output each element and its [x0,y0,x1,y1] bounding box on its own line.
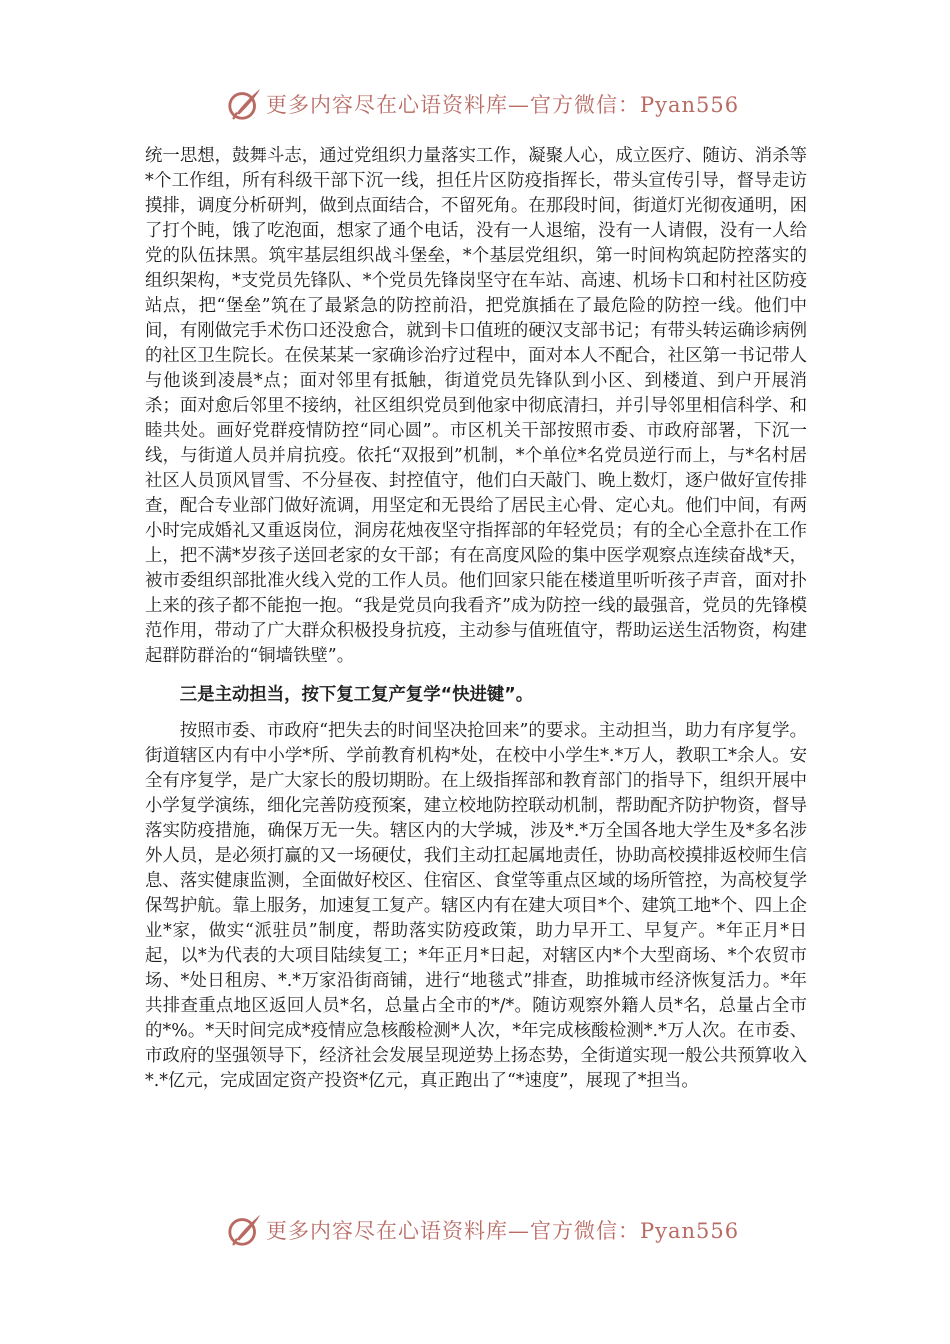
section-heading: 三是主动担当，按下复工复产复学“快进键”。 [179,685,534,705]
watermark-text: 更多内容尽在心语资料库—官方微信：Pyan556 [266,1219,740,1243]
paragraph-1: 统一思想，鼓舞斗志，通过党组织力量落实工作，凝聚人心，成立医疗、随访、消杀等*个工作组，所有科级干部下沉一线，担任片区防疫指挥长，带头宣传引导，督导走访摸排，调度分析研判，做到点面结合，不留死角。在那段时间，街道灯光彻夜通明，困了打个盹，饿了吃泡面，想家了通个电话，没有一人退缩，没有一人请假，没有一人给党的队伍抹黑。筑牢基层组织战斗堡垒，*个基层党组织，第一时间构筑起防控落实的组织架构，*支党员先锋队、*个党员先锋岗坚守在车站、高速、机场卡口和村社区防疫站点，把“堡垒”筑在了最紧急的防控前沿，把党旗插在了最危险的防控一线。他们中间，有刚做完手术伤口还没愈合，就到卡口值班的硬汉支部书记；有带头转运确诊病例的社区卫生院长。在侯某某一家确诊治疗过程中，面对本人不配合，社区第一书记带人与他谈到凌晨*点；面对邻里有抵触，街道党员先锋队到小区、到楼道、到户开展消杀；面对愈后邻里不接纳，社区组织党员到他家中彻底清扫，并引导邻里相信科学、和睦共处。画好党群疫情防控“同心圆”。市区机关干部按照市委、市政府部署，下沉一线，与街道人员并肩抗疫。依托“双报到”机制，*个单位*名党员逆行而上，与*名村居社区人员顶风冒雪、不分昼夜、封控值守，他们白天敲门、晚上数灯，逐户做好宣传排查，配合专业部门做好流调，用坚定和无畏给了居民主心骨、定心丸。他们中间，有两小时完成婚礼又重返岗位，洞房花烛夜坚守指挥部的年轻党员；有的全心全意扑在工作上，把不满*岁孩子送回老家的女干部；有在高度风险的集中医学观察点连续奋战*天，被市委组织部批准火线入党的工作人员。他们回家只能在楼道里听听孩子声音，面对扑上来的孩子都不能抱一抱。“我是党员向我看齐”成为防控一线的最强音，党员的先锋模范作用，带动了广大群众积极投身抗疫，主动参与值班值守，帮助运送生活物资，构建起群防群治的“铜墙铁壁”。 [145,146,807,666]
watermark-footer [226,1210,740,1250]
document-body [145,144,807,1094]
watermark-header [226,84,740,124]
paragraph-2: 按照市委、市政府“把失去的时间坚决抢回来”的要求。主动担当，助力有序复学。街道辖区内有中小学*所、学前教育机构*处，在校中小学生*.*万人，教职工*余人。安全有序复学，是广大家长的殷切期盼。在上级指挥部和教育部门的指导下，组织开展中小学复学演练，细化完善防疫预案，建立校地防控联动机制，帮助配齐防护物资，督导落实防疫措施，确保万无一失。辖区内的大学城，涉及*.*万全国各地大学生及*多名涉外人员，是必须打赢的又一场硬仗，我们主动扛起属地责任，协助高校摸排返校师生信息、落实健康监测，全面做好校区、住宿区、食堂等重点区域的场所管控，为高校复学保驾护航。靠上服务，加速复工复产。辖区内有在建大项目*个、建筑工地*个、四上企业*家，做实“派驻员”制度，帮助落实防疫政策，助力早开工、早复产。*年正月*日起，以*为代表的大项目陆续复工；*年正月*日起，对辖区内*个大型商场、*个农贸市场、*处日租房、*.*万家沿街商铺，进行“地毯式”排查，助推城市经济恢复活力。*年共排查重点地区返回人员*名，总量占全市的*/*。随访观察外籍人员*名，总量占全市的*%。*天时间完成*疫情应急核酸检测*人次，*年完成核酸检测*.*万人次。在市委、市政府的坚强领导下，经济社会发展呈现逆势上扬态势，全街道实现一般公共预算收入*.*亿元，完成固定资产投资*亿元，真正跑出了“*速度”，展现了*担当。 [145,721,807,1091]
quill-logo-icon [226,1211,264,1249]
watermark-text: 更多内容尽在心语资料库—官方微信：Pyan556 [266,93,740,117]
quill-logo-icon [226,85,264,123]
